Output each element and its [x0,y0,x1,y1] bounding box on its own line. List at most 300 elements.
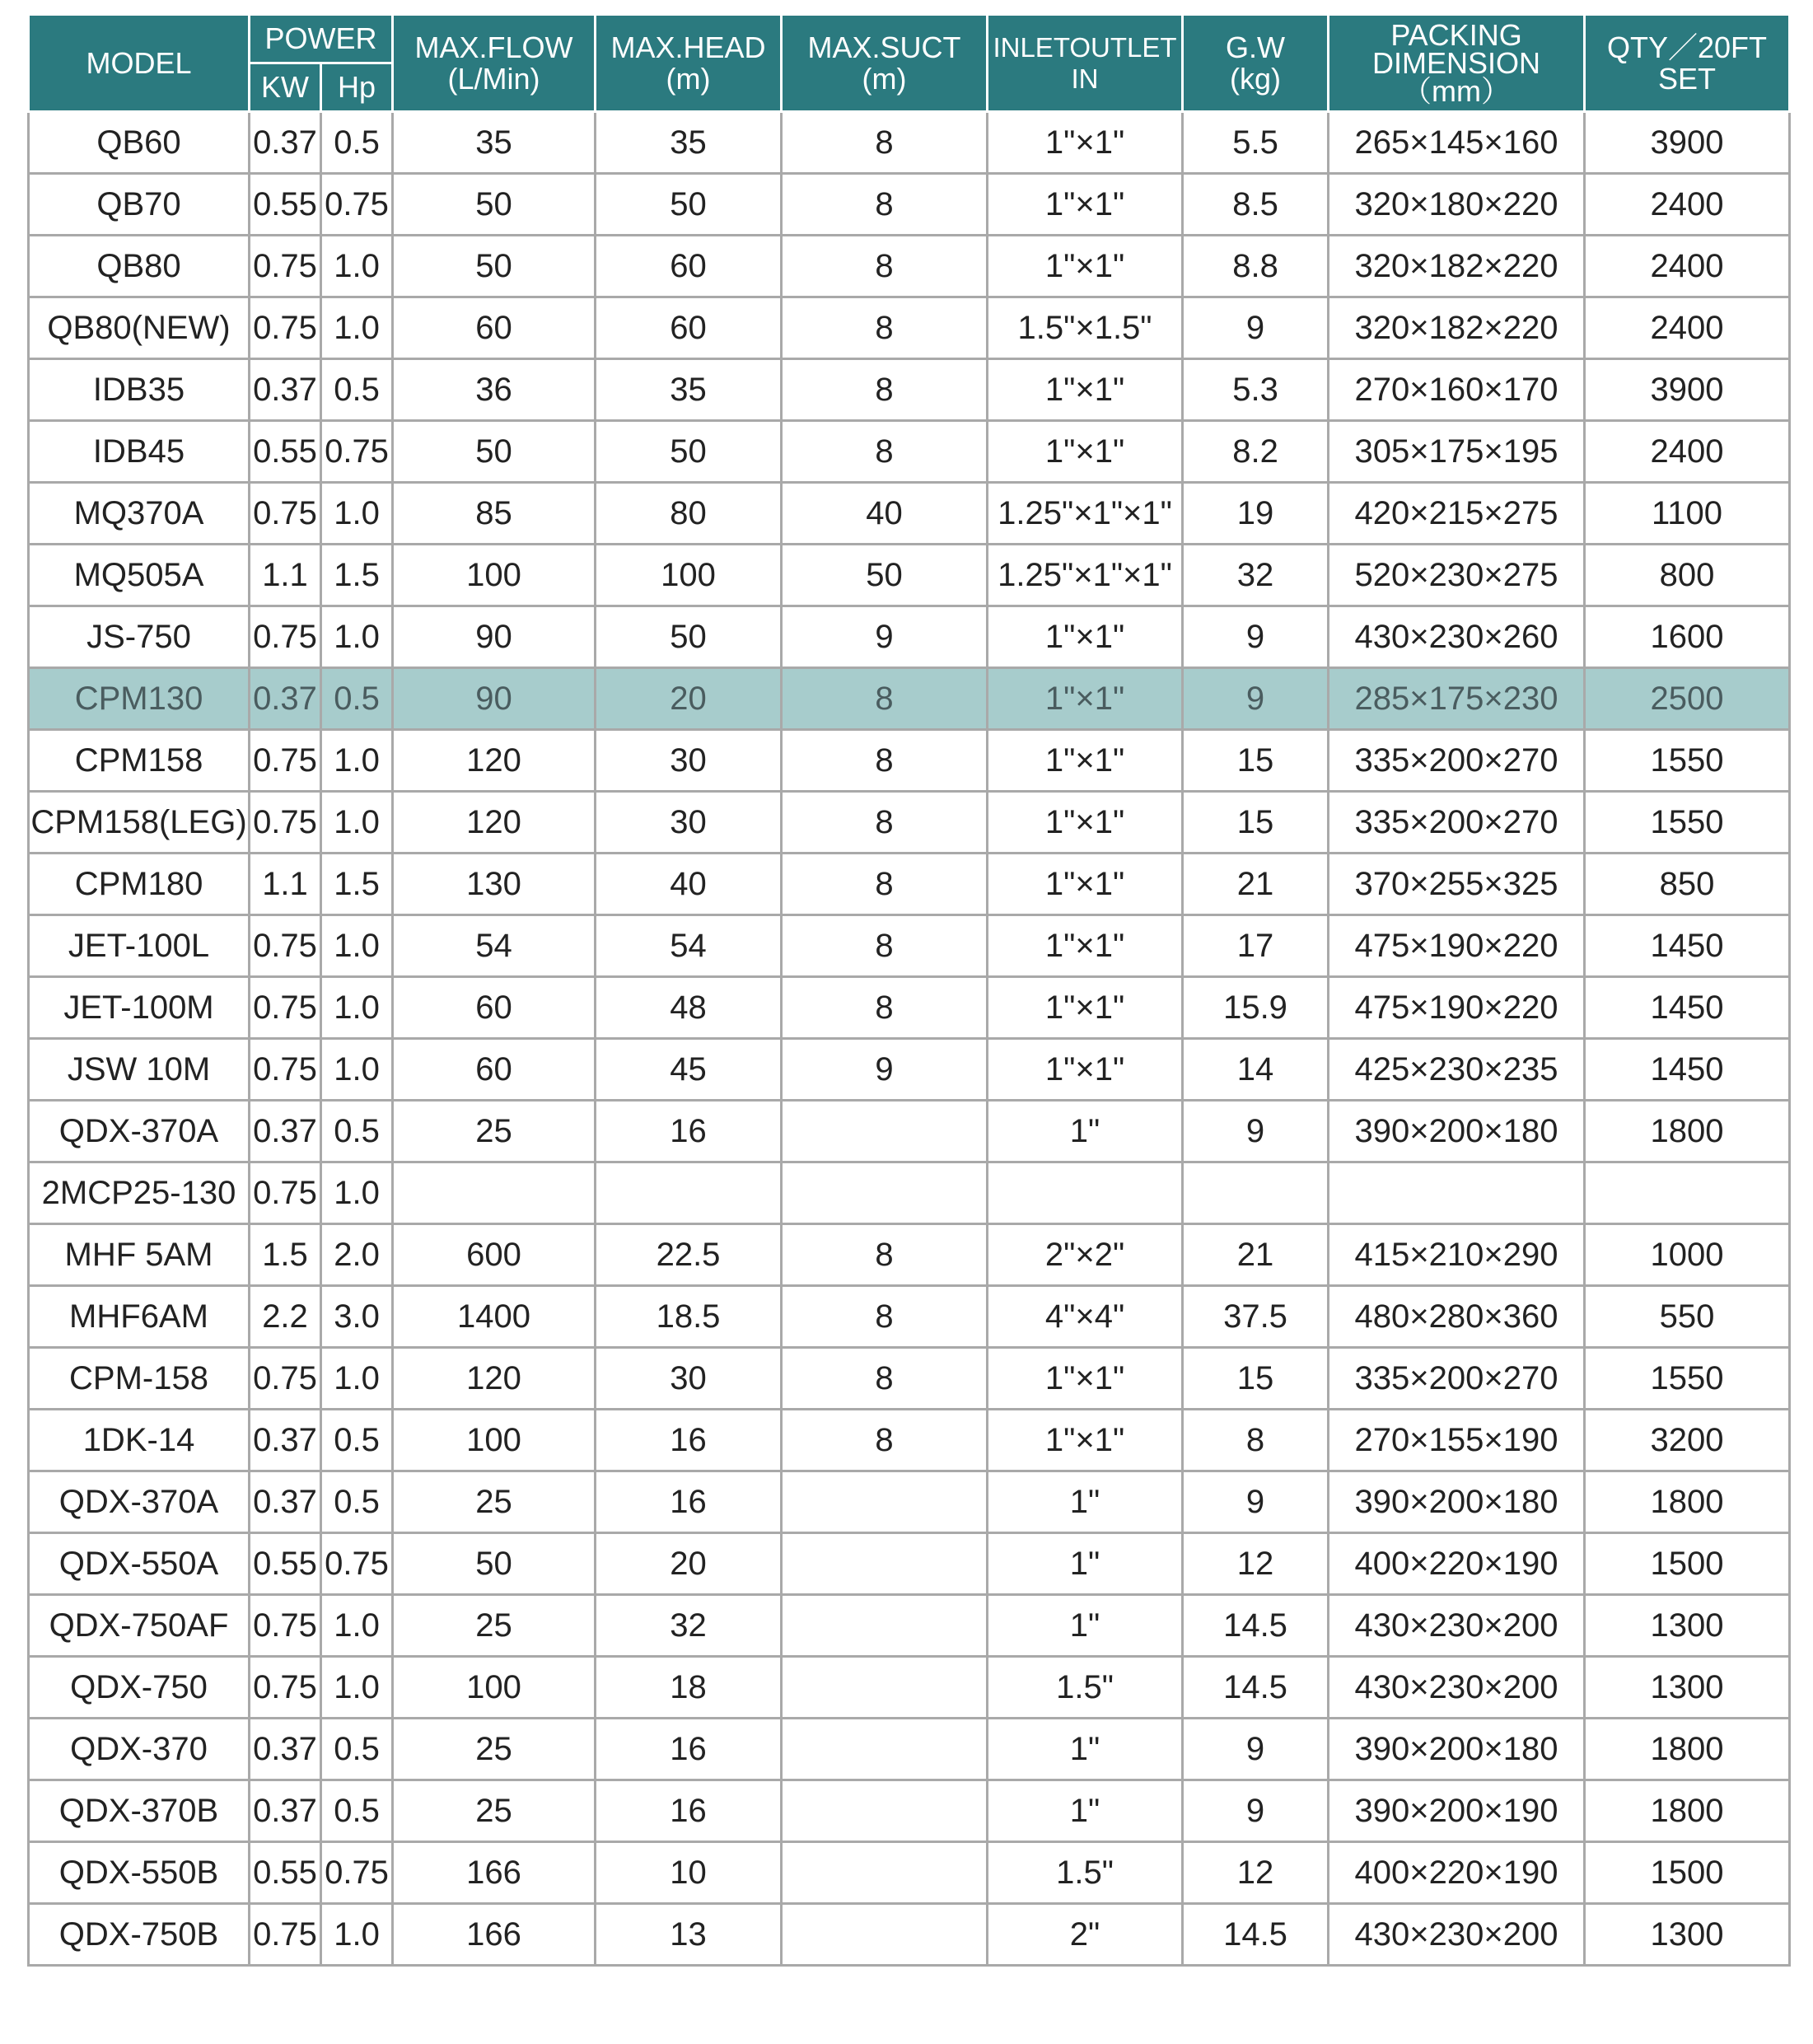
cell-packing-dimension: 520×230×275 [1329,545,1585,606]
cell-qty-20ft: 1550 [1585,1348,1790,1410]
cell-max-head: 10 [596,1842,782,1904]
cell-packing-dimension: 320×180×220 [1329,174,1585,236]
header-gross-weight [1183,15,1329,112]
cell-inlet-outlet: 1.25"×1"×1" [988,545,1183,606]
table-row [29,297,1790,359]
cell-power-kw: 0.75 [250,1348,321,1410]
cell-max-suct: 8 [782,977,988,1039]
table-row [29,236,1790,297]
header-packing-dimension [1329,15,1585,112]
cell-max-flow: 50 [393,174,596,236]
cell-power-hp: 2.0 [321,1224,393,1286]
cell-gross-weight: 15 [1183,792,1329,854]
cell-gross-weight: 15 [1183,730,1329,792]
cell-max-flow [393,1162,596,1224]
table-row [29,545,1790,606]
cell-qty-20ft: 2400 [1585,297,1790,359]
cell-max-head: 16 [596,1471,782,1533]
cell-max-flow: 120 [393,1348,596,1410]
cell-inlet-outlet: 1" [988,1719,1183,1780]
cell-model: IDB35 [29,359,250,421]
cell-max-suct [782,1842,988,1904]
header-inlet-outlet-line1: INLETOUTLET [993,31,1177,63]
cell-power-hp: 0.75 [321,421,393,483]
cell-inlet-outlet: 4"×4" [988,1286,1183,1348]
cell-max-head: 60 [596,297,782,359]
cell-model: QDX-370A [29,1101,250,1162]
cell-max-suct [782,1719,988,1780]
cell-gross-weight: 9 [1183,297,1329,359]
cell-model: MQ370A [29,483,250,545]
cell-model: JET-100M [29,977,250,1039]
cell-max-suct: 8 [782,1348,988,1410]
table-row [29,1410,1790,1471]
cell-power-kw: 0.37 [250,1101,321,1162]
cell-max-head: 40 [596,854,782,915]
cell-max-suct: 8 [782,915,988,977]
cell-max-suct: 8 [782,854,988,915]
header-packing-line3: （mm） [1402,73,1511,108]
cell-max-head: 30 [596,792,782,854]
cell-inlet-outlet: 1" [988,1780,1183,1842]
cell-power-hp: 1.0 [321,1162,393,1224]
cell-power-hp: 1.0 [321,730,393,792]
cell-max-flow: 130 [393,854,596,915]
cell-packing-dimension: 475×190×220 [1329,915,1585,977]
cell-power-hp: 0.75 [321,1842,393,1904]
cell-packing-dimension: 335×200×270 [1329,792,1585,854]
cell-gross-weight: 9 [1183,668,1329,730]
table-row [29,606,1790,668]
cell-model: QB60 [29,112,250,174]
header-qty-line2: SET [1658,61,1717,96]
cell-qty-20ft: 1100 [1585,483,1790,545]
cell-qty-20ft: 1000 [1585,1224,1790,1286]
cell-packing-dimension: 415×210×290 [1329,1224,1585,1286]
cell-max-suct [782,1533,988,1595]
cell-max-head: 100 [596,545,782,606]
cell-model: MQ505A [29,545,250,606]
cell-max-suct: 8 [782,792,988,854]
cell-qty-20ft: 1600 [1585,606,1790,668]
cell-max-flow: 36 [393,359,596,421]
cell-gross-weight: 8.5 [1183,174,1329,236]
cell-inlet-outlet: 1" [988,1533,1183,1595]
cell-power-kw: 0.75 [250,730,321,792]
cell-model: CPM130 [29,668,250,730]
cell-power-hp: 0.5 [321,1101,393,1162]
table-row [29,1286,1790,1348]
cell-packing-dimension: 400×220×190 [1329,1533,1585,1595]
cell-packing-dimension: 475×190×220 [1329,977,1585,1039]
cell-packing-dimension: 390×200×180 [1329,1101,1585,1162]
cell-packing-dimension: 390×200×180 [1329,1471,1585,1533]
cell-inlet-outlet: 2" [988,1904,1183,1966]
cell-max-flow: 50 [393,236,596,297]
table-row [29,977,1790,1039]
cell-max-head: 50 [596,174,782,236]
cell-packing-dimension: 335×200×270 [1329,730,1585,792]
cell-qty-20ft: 1450 [1585,915,1790,977]
cell-qty-20ft: 1800 [1585,1471,1790,1533]
cell-model: QDX-750B [29,1904,250,1966]
cell-packing-dimension: 430×230×200 [1329,1595,1585,1657]
header-packing-line1: PACKING [1390,17,1522,52]
cell-max-flow: 100 [393,1657,596,1719]
cell-qty-20ft: 1550 [1585,792,1790,854]
cell-power-hp: 0.5 [321,668,393,730]
cell-model: MHF6AM [29,1286,250,1348]
cell-packing-dimension: 265×145×160 [1329,112,1585,174]
cell-model: MHF 5AM [29,1224,250,1286]
cell-inlet-outlet: 2"×2" [988,1224,1183,1286]
cell-max-flow: 85 [393,483,596,545]
cell-model: JSW 10M [29,1039,250,1101]
cell-max-suct: 8 [782,297,988,359]
header-max-suct-line1: MAX.SUCT [807,30,961,64]
cell-inlet-outlet: 1"×1" [988,915,1183,977]
cell-power-kw: 0.75 [250,606,321,668]
cell-packing-dimension [1329,1162,1585,1224]
cell-power-kw: 0.75 [250,483,321,545]
header-power: POWER [250,15,393,63]
cell-max-head: 54 [596,915,782,977]
cell-inlet-outlet: 1"×1" [988,730,1183,792]
cell-qty-20ft: 800 [1585,545,1790,606]
cell-power-hp: 0.5 [321,112,393,174]
table-row [29,915,1790,977]
table-row [29,1657,1790,1719]
cell-packing-dimension: 270×160×170 [1329,359,1585,421]
cell-power-hp: 1.0 [321,1595,393,1657]
cell-max-head: 16 [596,1719,782,1780]
cell-power-kw: 1.1 [250,545,321,606]
cell-gross-weight: 37.5 [1183,1286,1329,1348]
cell-packing-dimension: 285×175×230 [1329,668,1585,730]
cell-max-head: 22.5 [596,1224,782,1286]
cell-model: JS-750 [29,606,250,668]
cell-qty-20ft: 1300 [1585,1904,1790,1966]
cell-qty-20ft: 550 [1585,1286,1790,1348]
cell-power-hp: 1.0 [321,236,393,297]
cell-max-flow: 100 [393,1410,596,1471]
cell-power-kw: 0.75 [250,792,321,854]
cell-power-kw: 0.75 [250,1039,321,1101]
cell-power-kw: 0.55 [250,1533,321,1595]
cell-power-kw: 0.55 [250,1842,321,1904]
cell-power-kw: 0.75 [250,1595,321,1657]
cell-max-head: 60 [596,236,782,297]
header-inlet-outlet-line2: IN [1071,63,1099,94]
cell-qty-20ft: 1500 [1585,1533,1790,1595]
table-row [29,1039,1790,1101]
cell-qty-20ft [1585,1162,1790,1224]
header-max-flow-line2: (L/Min) [447,61,540,96]
cell-gross-weight: 19 [1183,483,1329,545]
table-row [29,174,1790,236]
header-packing-line2: DIMENSION [1372,45,1541,80]
cell-max-suct [782,1101,988,1162]
cell-power-kw: 0.37 [250,359,321,421]
table-row [29,1348,1790,1410]
cell-max-suct: 8 [782,1410,988,1471]
cell-model: QB80(NEW) [29,297,250,359]
cell-inlet-outlet: 1"×1" [988,236,1183,297]
cell-model: QB70 [29,174,250,236]
cell-max-head: 45 [596,1039,782,1101]
header-max-head-line2: (m) [666,61,711,96]
cell-gross-weight: 14.5 [1183,1657,1329,1719]
cell-gross-weight: 9 [1183,1101,1329,1162]
cell-max-suct: 8 [782,359,988,421]
table-row [29,792,1790,854]
table-row [29,359,1790,421]
cell-gross-weight: 9 [1183,606,1329,668]
cell-qty-20ft: 2500 [1585,668,1790,730]
cell-qty-20ft: 3200 [1585,1410,1790,1471]
cell-gross-weight: 8 [1183,1410,1329,1471]
cell-model: QDX-750AF [29,1595,250,1657]
header-max-flow [393,15,596,112]
cell-packing-dimension: 425×230×235 [1329,1039,1585,1101]
cell-power-kw: 0.75 [250,236,321,297]
table-row [29,112,1790,174]
cell-max-head: 35 [596,359,782,421]
cell-qty-20ft: 1550 [1585,730,1790,792]
cell-power-hp: 1.0 [321,606,393,668]
cell-power-kw: 0.75 [250,1162,321,1224]
cell-max-flow: 1400 [393,1286,596,1348]
cell-max-flow: 25 [393,1719,596,1780]
cell-max-suct [782,1471,988,1533]
cell-max-suct: 40 [782,483,988,545]
cell-gross-weight: 17 [1183,915,1329,977]
cell-packing-dimension: 390×200×190 [1329,1780,1585,1842]
cell-packing-dimension: 420×215×275 [1329,483,1585,545]
cell-power-kw: 0.37 [250,112,321,174]
cell-max-suct: 8 [782,668,988,730]
cell-max-flow: 90 [393,606,596,668]
cell-max-flow: 60 [393,1039,596,1101]
cell-max-flow: 25 [393,1595,596,1657]
cell-gross-weight: 9 [1183,1780,1329,1842]
cell-max-flow: 25 [393,1471,596,1533]
cell-max-head [596,1162,782,1224]
cell-packing-dimension: 370×255×325 [1329,854,1585,915]
cell-gross-weight: 9 [1183,1719,1329,1780]
cell-max-head: 80 [596,483,782,545]
cell-power-kw: 0.37 [250,1780,321,1842]
cell-power-kw: 0.37 [250,1719,321,1780]
cell-model: QDX-550A [29,1533,250,1595]
cell-max-suct: 8 [782,421,988,483]
cell-power-kw: 0.55 [250,421,321,483]
cell-gross-weight: 21 [1183,1224,1329,1286]
cell-model: JET-100L [29,915,250,977]
cell-max-head: 20 [596,1533,782,1595]
cell-max-head: 30 [596,730,782,792]
cell-qty-20ft: 1450 [1585,977,1790,1039]
cell-max-flow: 60 [393,977,596,1039]
table-row [29,1224,1790,1286]
cell-max-head: 16 [596,1410,782,1471]
cell-max-flow: 90 [393,668,596,730]
cell-max-flow: 25 [393,1101,596,1162]
cell-inlet-outlet: 1.5"×1.5" [988,297,1183,359]
cell-max-head: 16 [596,1101,782,1162]
table-row [29,730,1790,792]
cell-max-head: 50 [596,421,782,483]
cell-max-suct [782,1904,988,1966]
cell-qty-20ft: 850 [1585,854,1790,915]
cell-max-head: 18 [596,1657,782,1719]
cell-power-kw: 1.5 [250,1224,321,1286]
cell-inlet-outlet: 1"×1" [988,174,1183,236]
cell-max-flow: 120 [393,792,596,854]
cell-model: QB80 [29,236,250,297]
cell-power-hp: 1.5 [321,854,393,915]
cell-model: CPM158(LEG) [29,792,250,854]
cell-power-kw: 0.37 [250,1410,321,1471]
cell-inlet-outlet: 1"×1" [988,606,1183,668]
cell-gross-weight: 15.9 [1183,977,1329,1039]
cell-qty-20ft: 3900 [1585,112,1790,174]
cell-max-head: 16 [596,1780,782,1842]
table-row [29,1595,1790,1657]
cell-power-hp: 0.75 [321,1533,393,1595]
cell-inlet-outlet: 1"×1" [988,421,1183,483]
cell-inlet-outlet: 1.5" [988,1657,1183,1719]
cell-power-kw: 2.2 [250,1286,321,1348]
cell-packing-dimension: 305×175×195 [1329,421,1585,483]
header-max-head-line1: MAX.HEAD [610,30,766,64]
cell-packing-dimension: 430×230×200 [1329,1657,1585,1719]
table-row [29,668,1790,730]
cell-max-flow: 600 [393,1224,596,1286]
cell-max-head: 50 [596,606,782,668]
header-max-suct [782,15,988,112]
cell-qty-20ft: 3900 [1585,359,1790,421]
cell-inlet-outlet: 1.5" [988,1842,1183,1904]
cell-max-suct [782,1162,988,1224]
cell-gross-weight: 14 [1183,1039,1329,1101]
cell-qty-20ft: 1500 [1585,1842,1790,1904]
header-gross-weight-line2: (kg) [1230,61,1282,96]
cell-inlet-outlet: 1"×1" [988,112,1183,174]
cell-inlet-outlet: 1"×1" [988,1039,1183,1101]
cell-gross-weight: 15 [1183,1348,1329,1410]
cell-inlet-outlet: 1.25"×1"×1" [988,483,1183,545]
cell-power-kw: 1.1 [250,854,321,915]
cell-power-kw: 0.75 [250,977,321,1039]
cell-inlet-outlet: 1"×1" [988,977,1183,1039]
cell-gross-weight: 32 [1183,545,1329,606]
cell-max-head: 18.5 [596,1286,782,1348]
cell-power-hp: 0.5 [321,1780,393,1842]
cell-gross-weight: 21 [1183,854,1329,915]
cell-model: CPM158 [29,730,250,792]
cell-inlet-outlet: 1" [988,1101,1183,1162]
cell-power-kw: 0.37 [250,1471,321,1533]
cell-inlet-outlet: 1" [988,1595,1183,1657]
cell-gross-weight: 14.5 [1183,1595,1329,1657]
cell-max-head: 32 [596,1595,782,1657]
cell-packing-dimension: 270×155×190 [1329,1410,1585,1471]
cell-gross-weight: 8.8 [1183,236,1329,297]
cell-power-hp: 1.5 [321,545,393,606]
cell-power-hp: 0.75 [321,174,393,236]
cell-packing-dimension: 320×182×220 [1329,236,1585,297]
cell-max-suct [782,1595,988,1657]
cell-gross-weight: 12 [1183,1533,1329,1595]
cell-qty-20ft: 2400 [1585,236,1790,297]
cell-inlet-outlet: 1"×1" [988,1348,1183,1410]
cell-inlet-outlet: 1"×1" [988,359,1183,421]
cell-model: QDX-370 [29,1719,250,1780]
cell-power-hp: 1.0 [321,1039,393,1101]
cell-packing-dimension: 430×230×200 [1329,1904,1585,1966]
cell-power-kw: 0.37 [250,668,321,730]
cell-power-hp: 0.5 [321,1410,393,1471]
cell-inlet-outlet: 1"×1" [988,1410,1183,1471]
cell-max-head: 48 [596,977,782,1039]
cell-model: QDX-750 [29,1657,250,1719]
cell-qty-20ft: 1300 [1585,1595,1790,1657]
cell-max-suct: 8 [782,112,988,174]
cell-model: CPM180 [29,854,250,915]
cell-gross-weight: 8.2 [1183,421,1329,483]
header-kw: KW [250,63,321,112]
pump-spec-table [27,13,1791,1967]
table-row [29,1780,1790,1842]
table-row [29,1162,1790,1224]
cell-max-suct: 8 [782,174,988,236]
cell-power-hp: 1.0 [321,1904,393,1966]
cell-max-suct: 8 [782,236,988,297]
table-row [29,1533,1790,1595]
cell-power-kw: 0.55 [250,174,321,236]
table-row [29,421,1790,483]
cell-gross-weight: 9 [1183,1471,1329,1533]
cell-packing-dimension: 390×200×180 [1329,1719,1585,1780]
table-row [29,1471,1790,1533]
cell-power-hp: 1.0 [321,483,393,545]
cell-power-hp: 3.0 [321,1286,393,1348]
cell-max-flow: 60 [393,297,596,359]
header-qty-20ft [1585,15,1790,112]
cell-max-flow: 166 [393,1842,596,1904]
cell-qty-20ft: 1800 [1585,1719,1790,1780]
cell-model: CPM-158 [29,1348,250,1410]
header-max-suct-line2: (m) [862,61,907,96]
cell-max-suct: 9 [782,606,988,668]
cell-model: 1DK-14 [29,1410,250,1471]
cell-inlet-outlet: 1"×1" [988,792,1183,854]
cell-qty-20ft: 2400 [1585,174,1790,236]
cell-max-suct: 8 [782,1224,988,1286]
cell-max-suct [782,1657,988,1719]
cell-max-suct: 8 [782,1286,988,1348]
table-row [29,1842,1790,1904]
cell-power-hp: 0.5 [321,1719,393,1780]
cell-power-hp: 1.0 [321,792,393,854]
cell-max-head: 20 [596,668,782,730]
cell-max-suct [782,1780,988,1842]
cell-qty-20ft: 1800 [1585,1780,1790,1842]
cell-qty-20ft: 1300 [1585,1657,1790,1719]
cell-qty-20ft: 2400 [1585,421,1790,483]
cell-power-kw: 0.75 [250,1904,321,1966]
